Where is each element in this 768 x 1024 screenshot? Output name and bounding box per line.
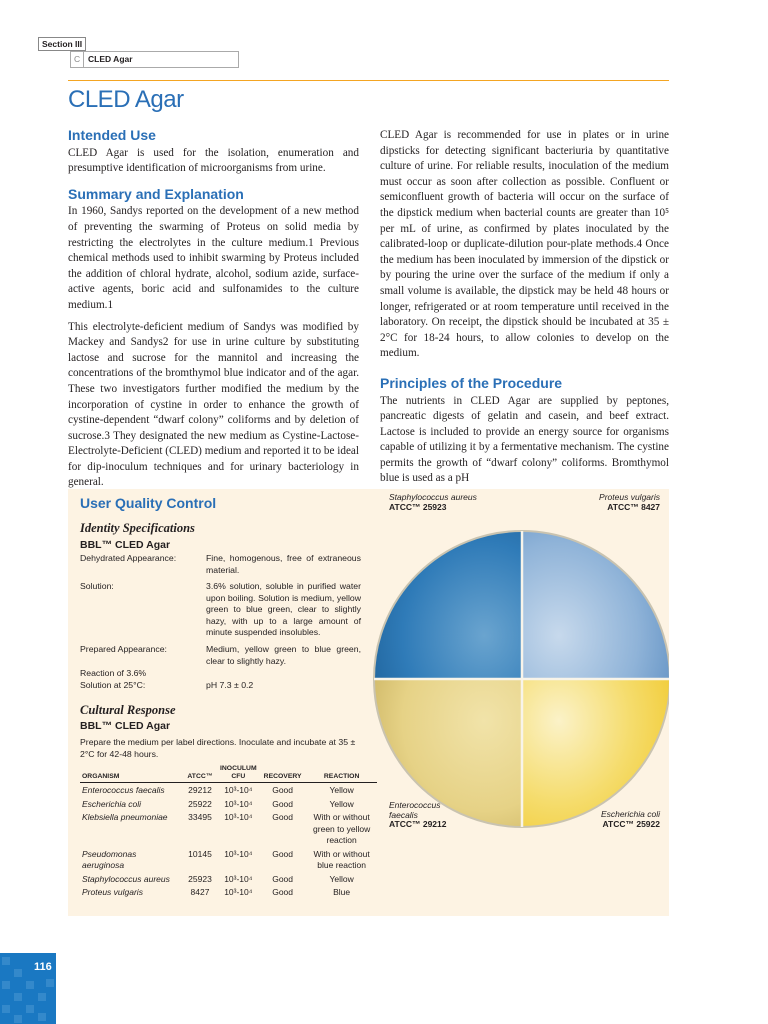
table-row <box>80 872 377 886</box>
spec-label: Solution: <box>80 581 114 591</box>
organism-cell: Enterococcus faecalis <box>82 785 165 795</box>
inoculum-cell: 10³-10⁴ <box>224 887 253 897</box>
title-divider <box>68 80 669 81</box>
col2-paragraph-1: CLED Agar is recommended for use in plates or in urine dipsticks for detecting significant bacteriuria by quantitative culture of urine. For reliable results, inoculation of the medium must occur as soon after collection as possible. Confluent or semiconfluent growth of bacteria will occur on the surface of the dipstick medium when bacterial counts are greater than 10⁵ per mL of urine, as confirmed by plates inoculated by the calibrated-loop or duplicate-dilution pour-plate methods.4 Once the medium has been inoculated by immersion of the dipstick or by pouring the urine over the surface of the medium if only a small volume is available, the dipstick may be held 48 hours or longer, refrigerated or at room temperature until received in the laboratory. On receipt, the dipstick should be incubated at 35 ± 2°C for 18-24 hours, to allow colonies to develop on the medium. <box>380 129 669 360</box>
organism-cell: Pseudomonas aeruginosa <box>82 848 137 870</box>
cultural-instructions: Prepare the medium per label directions. Inoculate and incubate at 35 ± 2°C for 42-48 hours. <box>80 737 356 759</box>
section-letter: C <box>74 54 81 64</box>
atcc-cell: 33495 <box>188 812 212 822</box>
recovery-cell: Good <box>272 785 294 795</box>
identity-product: BBL™ CLED Agar <box>80 539 171 551</box>
atcc-cell: 25923 <box>188 873 212 884</box>
agar-plate-image <box>371 506 669 846</box>
reaction-cell: Yellow <box>329 798 354 809</box>
page-title: CLED Agar <box>68 86 184 113</box>
organism-cell: Klebsiella pneumoniae <box>82 812 168 822</box>
spec-value: Fine, homogenous, free of extraneous material. <box>206 553 361 575</box>
table-row <box>80 810 377 847</box>
organism-cell: Escherichia coli <box>82 798 142 809</box>
col-header-atcc: ATCC™ <box>182 765 218 783</box>
spec-value: 3.6% solution, soluble in purified water upon boiling. Solution is medium, yellow green to blue green, clear to slightly hazy, with up to a large amount of minute suspended insolubles. <box>206 581 361 637</box>
inoculum-cell: 10³-10⁴ <box>224 873 253 884</box>
inoculum-cell: 10³-10⁴ <box>224 848 253 859</box>
atcc-cell: 25922 <box>188 798 212 809</box>
recovery-cell: Good <box>272 887 294 897</box>
atcc-cell: 8427 <box>190 887 210 897</box>
plate-label-top-right: Proteus vulgaris ATCC™ 8427 <box>599 492 660 512</box>
spec-label: Prepared Appearance: <box>80 644 167 654</box>
plate-label-bottom-right: Escherichia coli ATCC™ 25922 <box>600 809 660 829</box>
summary-paragraph-1: In 1960, Sandys reported on the development of a new method of preventing the swarming of Proteus on solid media by restricting the electrolytes in the culture medium.1 Previous chemical methods used to inhibit swarming by Proteus included the addition of chloral hydrate, alcohol, sodium azide, surface-active agents, boric acid and sulfonamides to the culture medium.1 <box>68 205 359 311</box>
user-quality-control-panel <box>68 489 669 916</box>
intended-use-text: CLED Agar is used for the isolation, enumeration and presumptive identification of microorganisms from urine. <box>68 146 359 175</box>
table-row <box>80 783 377 797</box>
recovery-cell: Good <box>272 798 294 809</box>
col-header-organism: ORGANISM <box>80 765 182 783</box>
principles-paragraph: The nutrients in CLED Agar are supplied by peptones, pancreatic digests of gelatin and casein, and beef extract. Lactose is included to provide an energy source for organisms capable of utilizing it by a fermentative mechanism. The cystine permits the growth of “dwarf colony” coliforms. Bromthymol blue is used as a pH <box>380 394 669 485</box>
page-number-tab <box>0 953 56 1024</box>
table-row <box>80 847 377 872</box>
spec-value: pH 7.3 ± 0.2 <box>206 680 254 690</box>
col-header-reaction: REACTION <box>307 765 377 783</box>
intended-use-heading: Intended Use <box>68 127 156 143</box>
summary-paragraph-2: This electrolyte-deficient medium of Sandys was modified by Mackey and Sandys2 for use in urine culture by substituting lactose and sucrose for the mannitol and increasing the concentrations of the bromthymol blue indicator and of the agar. These two investigators further modified the medium by the incorporation of cystine in order to enhance the growth of cystine-dependent “dwarf colony” coliforms and by deletion of sucrose.3 They designated the new medium as Cystine-Lactose-Electrolyte-Deficient (CLED) medium and reported it to be ideal for dip-inoculum techniques and for urinary bacteriology in general. <box>68 320 359 489</box>
cultural-product: BBL™ CLED Agar <box>80 720 171 732</box>
reaction-cell: Yellow <box>329 873 354 884</box>
atcc-cell: 29212 <box>188 785 212 795</box>
right-column <box>380 128 669 493</box>
recovery-cell: Good <box>272 873 294 884</box>
atcc-cell: 10145 <box>188 848 212 859</box>
organism-cell: Staphylococcus aureus <box>82 873 170 884</box>
section-label: Section III <box>38 37 86 51</box>
reaction-cell: With or without blue reaction <box>313 848 370 870</box>
spec-value: Medium, yellow green to blue green, clear to slightly hazy. <box>206 644 361 666</box>
table-row <box>80 797 377 811</box>
principles-heading: Principles of the Procedure <box>380 374 563 391</box>
reaction-cell: Yellow <box>329 785 354 795</box>
summary-heading: Summary and Explanation <box>68 185 244 202</box>
inoculum-cell: 10³-10⁴ <box>224 798 253 809</box>
col-header-recovery: RECOVERY <box>259 765 307 783</box>
product-tab <box>70 51 239 68</box>
table-row <box>80 885 377 899</box>
uqc-title: User Quality Control <box>80 495 217 511</box>
inoculum-cell: 10³-10⁴ <box>224 785 253 795</box>
cultural-response-table <box>80 765 377 899</box>
reaction-cell: With or without green to yellow reaction <box>313 812 371 845</box>
spec-label: Reaction of 3.6% Solution at 25°C: <box>80 668 147 690</box>
recovery-cell: Good <box>272 848 294 859</box>
reaction-cell: Blue <box>333 887 351 897</box>
plate-label-bottom-left: Enterococcus faecalis ATCC™ 29212 <box>389 800 447 829</box>
organism-cell: Proteus vulgaris <box>82 887 143 897</box>
page-number: 116 <box>34 961 52 973</box>
product-tab-name: CLED Agar <box>88 54 133 64</box>
plate-label-top-left: Staphylococcus aureus ATCC™ 25923 <box>389 492 477 512</box>
recovery-cell: Good <box>272 812 294 822</box>
spec-label: Dehydrated Appearance: <box>80 553 177 563</box>
identity-heading: Identity Specifications <box>80 521 195 535</box>
inoculum-cell: 10³-10⁴ <box>224 812 253 822</box>
cultural-heading: Cultural Response <box>80 703 176 717</box>
col-header-inoculum: INOCULUM CFU <box>218 765 259 783</box>
left-column <box>68 128 359 497</box>
